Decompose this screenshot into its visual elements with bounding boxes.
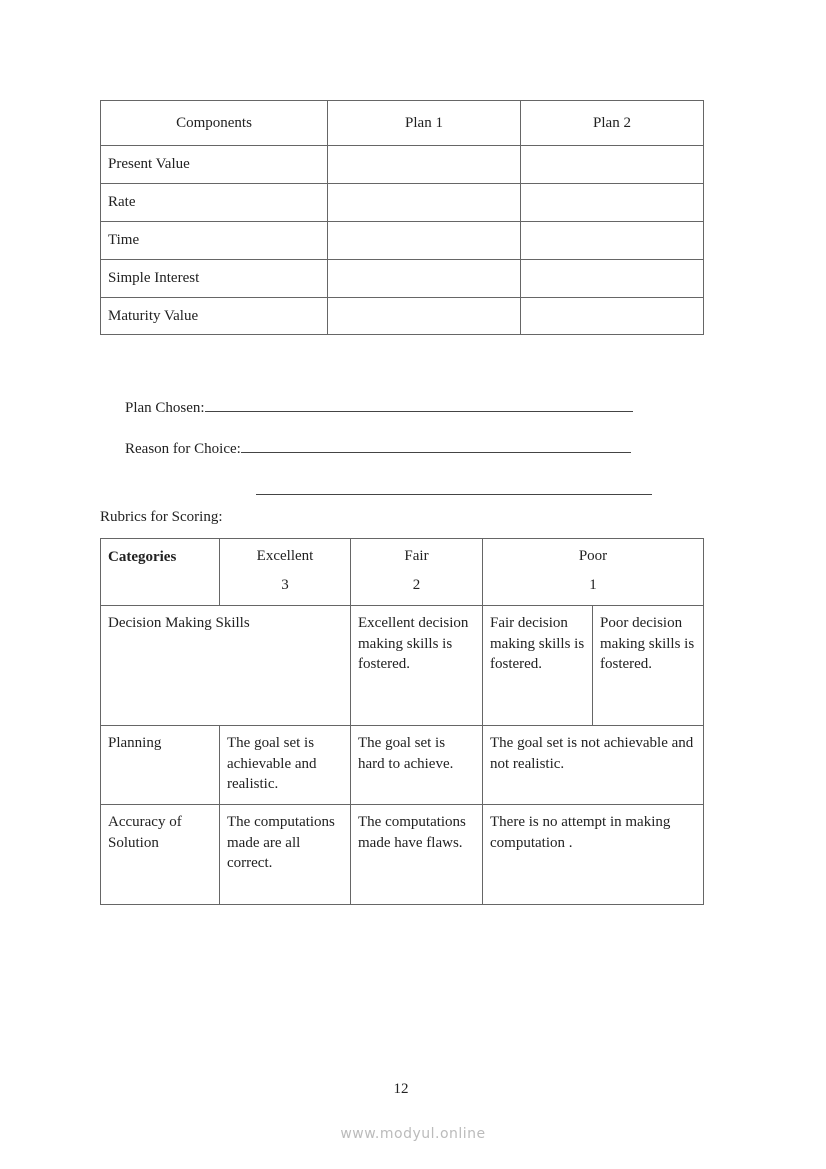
table-row (101, 146, 704, 184)
row-label: Rate (101, 184, 328, 222)
poor-criterion: Poor decision making skills is fostered. (593, 606, 704, 726)
plan-2-cell[interactable] (521, 260, 704, 298)
category-label: Decision Making Skills (101, 606, 351, 726)
row-label: Simple Interest (101, 260, 328, 298)
rubric-header-row (101, 539, 704, 606)
fair-label: Fair (404, 548, 429, 564)
plan-chosen-label: Plan Chosen: (125, 400, 205, 416)
rubric-table (100, 538, 704, 905)
rubrics-title: Rubrics for Scoring: (100, 509, 223, 525)
plan-2-cell[interactable] (521, 184, 704, 222)
header-poor (483, 539, 704, 606)
rubric-row-decision (101, 606, 704, 726)
excellent-criterion: The goal set is achievable and realistic. (220, 726, 351, 805)
reason-blank[interactable] (241, 438, 631, 453)
rubric-row-accuracy (101, 805, 704, 905)
header-excellent (220, 539, 351, 606)
fair-criterion: The computations made have flaws. (351, 805, 483, 905)
poor-criterion: There is no attempt in making computation . (483, 805, 704, 905)
excellent-criterion: Excellent decision making skills is fostered. (351, 606, 483, 726)
reason-blank-continued[interactable] (256, 494, 652, 495)
plan-2-cell[interactable] (521, 222, 704, 260)
fair-criterion: The goal set is hard to achieve. (351, 726, 483, 805)
table-row (101, 298, 704, 335)
plan-2-cell[interactable] (521, 298, 704, 335)
plan-1-cell[interactable] (328, 146, 521, 184)
row-label: Present Value (101, 146, 328, 184)
row-label: Time (101, 222, 328, 260)
table-header-row (101, 101, 704, 146)
reason-label: Reason for Choice: (125, 441, 241, 457)
plan-1-cell[interactable] (328, 184, 521, 222)
poor-criterion: The goal set is not achievable and not realistic. (483, 726, 704, 805)
poor-label: Poor (578, 548, 608, 564)
excellent-criterion: The computations made are all correct. (220, 805, 351, 905)
category-label: Accuracy of Solution (101, 805, 220, 905)
plan-1-cell[interactable] (328, 260, 521, 298)
header-components: Components (101, 101, 328, 146)
category-label: Planning (101, 726, 220, 805)
excellent-label: Excellent (256, 548, 314, 564)
row-label: Maturity Value (101, 298, 328, 335)
excellent-score: 3 (281, 577, 289, 593)
poor-score: 1 (589, 577, 597, 593)
header-categories: Categories (101, 539, 220, 606)
plan-chosen-field (125, 397, 633, 417)
fair-criterion: Fair decision making skills is fostered. (483, 606, 593, 726)
header-plan-2: Plan 2 (521, 101, 704, 146)
plan-2-cell[interactable] (521, 146, 704, 184)
fair-score: 2 (412, 577, 421, 593)
plan-1-cell[interactable] (328, 222, 521, 260)
plan-chosen-blank[interactable] (205, 397, 633, 412)
comparison-table (100, 100, 704, 335)
table-row (101, 222, 704, 260)
plan-1-cell[interactable] (328, 298, 521, 335)
table-row (101, 260, 704, 298)
header-plan-1: Plan 1 (328, 101, 521, 146)
header-fair (351, 539, 483, 606)
page-number: 12 (393, 1081, 409, 1097)
rubric-row-planning (101, 726, 704, 805)
reason-field (125, 438, 631, 458)
table-row (101, 184, 704, 222)
watermark: www.modyul.online (340, 1126, 486, 1142)
